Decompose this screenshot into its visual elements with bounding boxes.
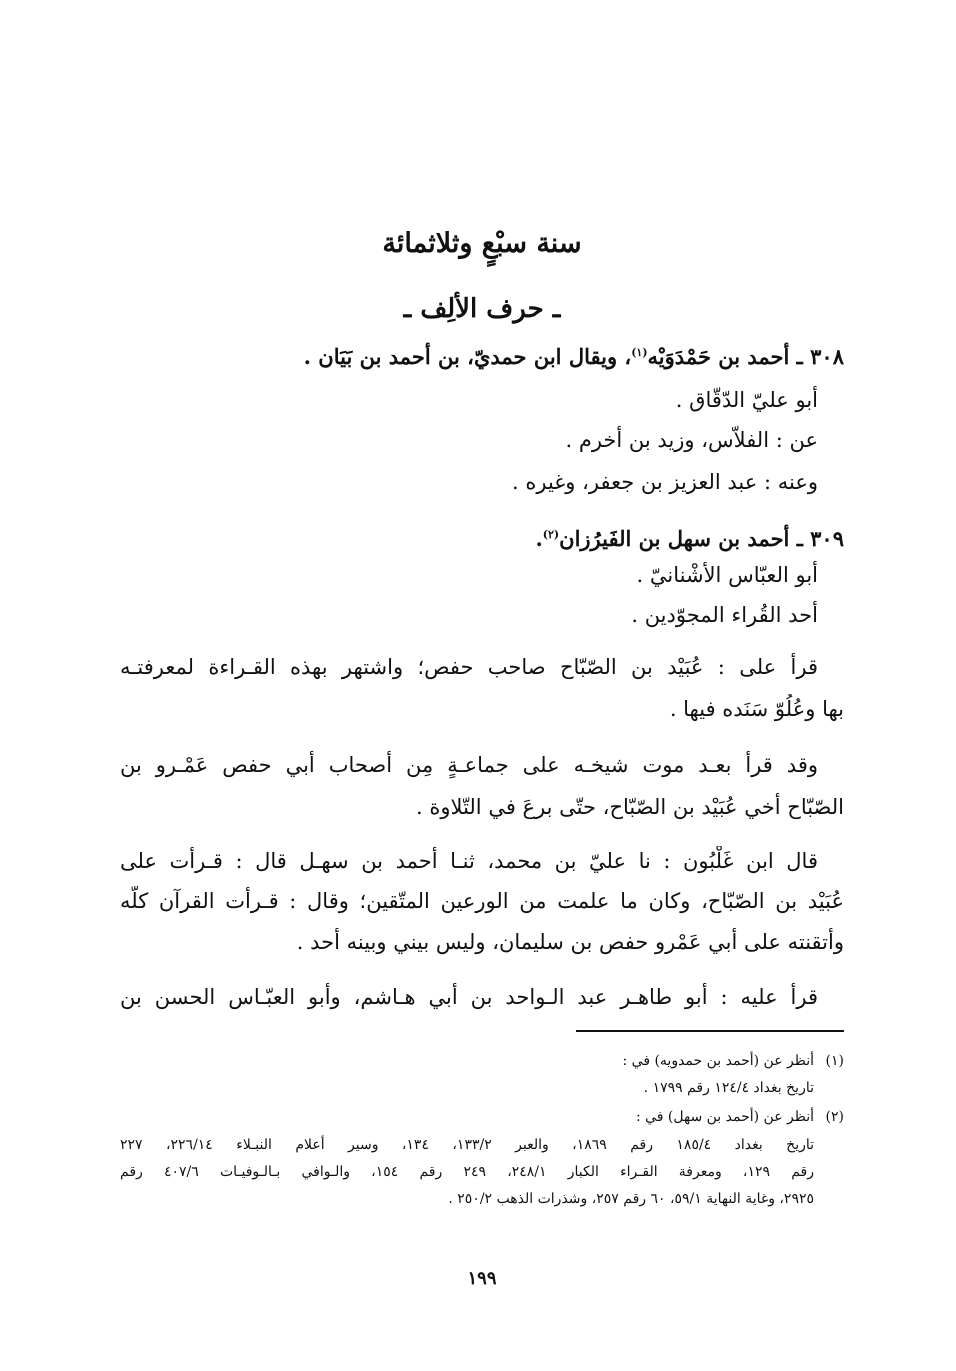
footnote-number: (١) [825,1053,844,1069]
entry-heading-rest: ، ويقال ابن حمديّ، بن أحمد بن بَيَان . [303,344,632,369]
paragraph-line: قرأ عليه : أبو طاهـر عبد الـواحد بن أبي هـاشم، وأبو العبّـاس الحسن بن [120,985,818,1009]
entry-heading [120,338,844,372]
entry-line: أبو العبّاس الأشْنانيّ . [636,563,818,587]
document-page [120,0,844,1371]
chapter-title: ـ حرف الألِف ـ [403,294,561,324]
paragraph-line: وأتقنته على أبي عَمْرو حفص بن سليمان، وليس بيني وبينه أحد . [296,930,844,954]
footnote [120,1106,844,1128]
paragraph-line: الصّبّاح أخي عُبَيْد بن الصّبّاح، حتّى برعَ في التّلاوة . [416,795,844,819]
entry-line: أحد القُراء المجوّدين . [631,603,818,627]
footnote-separator [576,1030,844,1032]
footnote-line: أنظر عن (أحمد بن سهل) في : [635,1109,814,1125]
paragraph-line: قال ابن غَلْبُون : نا عليّ بن محمد، ثنـا أحمد بن سهـل قال : قـرأت على [120,849,818,873]
paragraph-line: عُبَيْد بن الصّبّاح، وكان ما علمت من الورعين المتّقين؛ وقال : قـرأت القرآن كلّه [120,889,844,913]
entry-line: أبو عليّ الدّقّاق . [675,388,818,412]
entry-heading-name: ٣٠٩ ـ أحمد بن سهل بن الفَيرُزان [559,526,844,551]
paragraph-line: وقد قرأ بعـد موت شيخـه على جماعـةٍ مِن أصحاب أبي حفص عَمْـرو بن [120,753,818,777]
footnote-number: (٢) [825,1109,844,1125]
footnote-ref[interactable]: (٢) [542,528,560,541]
footnote-line: تاريخ بغداد ١٨٥/٤ رقم ١٨٦٩، والعبر ١٣٣/٢، ١٣٤، وسير أعلام النبـلاء ٢٢٦/١٤، ٢٢٧ [120,1137,814,1153]
entry-heading-name: ٣٠٨ ـ أحمد بن حَمْدَوَيْه [647,344,844,369]
entry-line: عن : الفلاّس، وزيد بن أخرم . [565,428,818,452]
entry-line: وعنه : عبد العزيز بن جعفر، وغيره . [512,470,818,494]
footnote-ref[interactable]: (١) [631,346,648,359]
footnote-line: ٢٩٢٥، وغاية النهاية ٥٩/١، ٦٠ رقم ٢٥٧، وشذرات الذهب ٢٥٠/٢ . [448,1191,814,1207]
paragraph-line: بها وعُلُوّ سَنَده فيها . [669,697,844,721]
footnote-line: تاريخ بغداد ١٢٤/٤ رقم ١٧٩٩ . [643,1080,814,1096]
year-title: سنة سبْعٍ وثلاثمائة [382,228,582,259]
page-number: ١٩٩ [467,1268,497,1289]
footnote [120,1050,844,1072]
footnote-line: رقم ١٢٩، ومعرفة القـراء الكبار ٢٤٨/١، ٢٤٩ رقم ١٥٤، والـوافي بـالـوفيـات ٤٠٧/٦ رقم [120,1164,814,1180]
paragraph-line: قرأ على : عُبَيْد بن الصّبّاح صاحب حفص؛ واشتهر بهذه القـراءة لمعرفتـه [120,655,818,679]
entry-heading-rest: . [535,526,543,551]
entry-heading [120,520,844,554]
footnote-line: أنظر عن (أحمد بن حمدويه) في : [622,1053,814,1069]
